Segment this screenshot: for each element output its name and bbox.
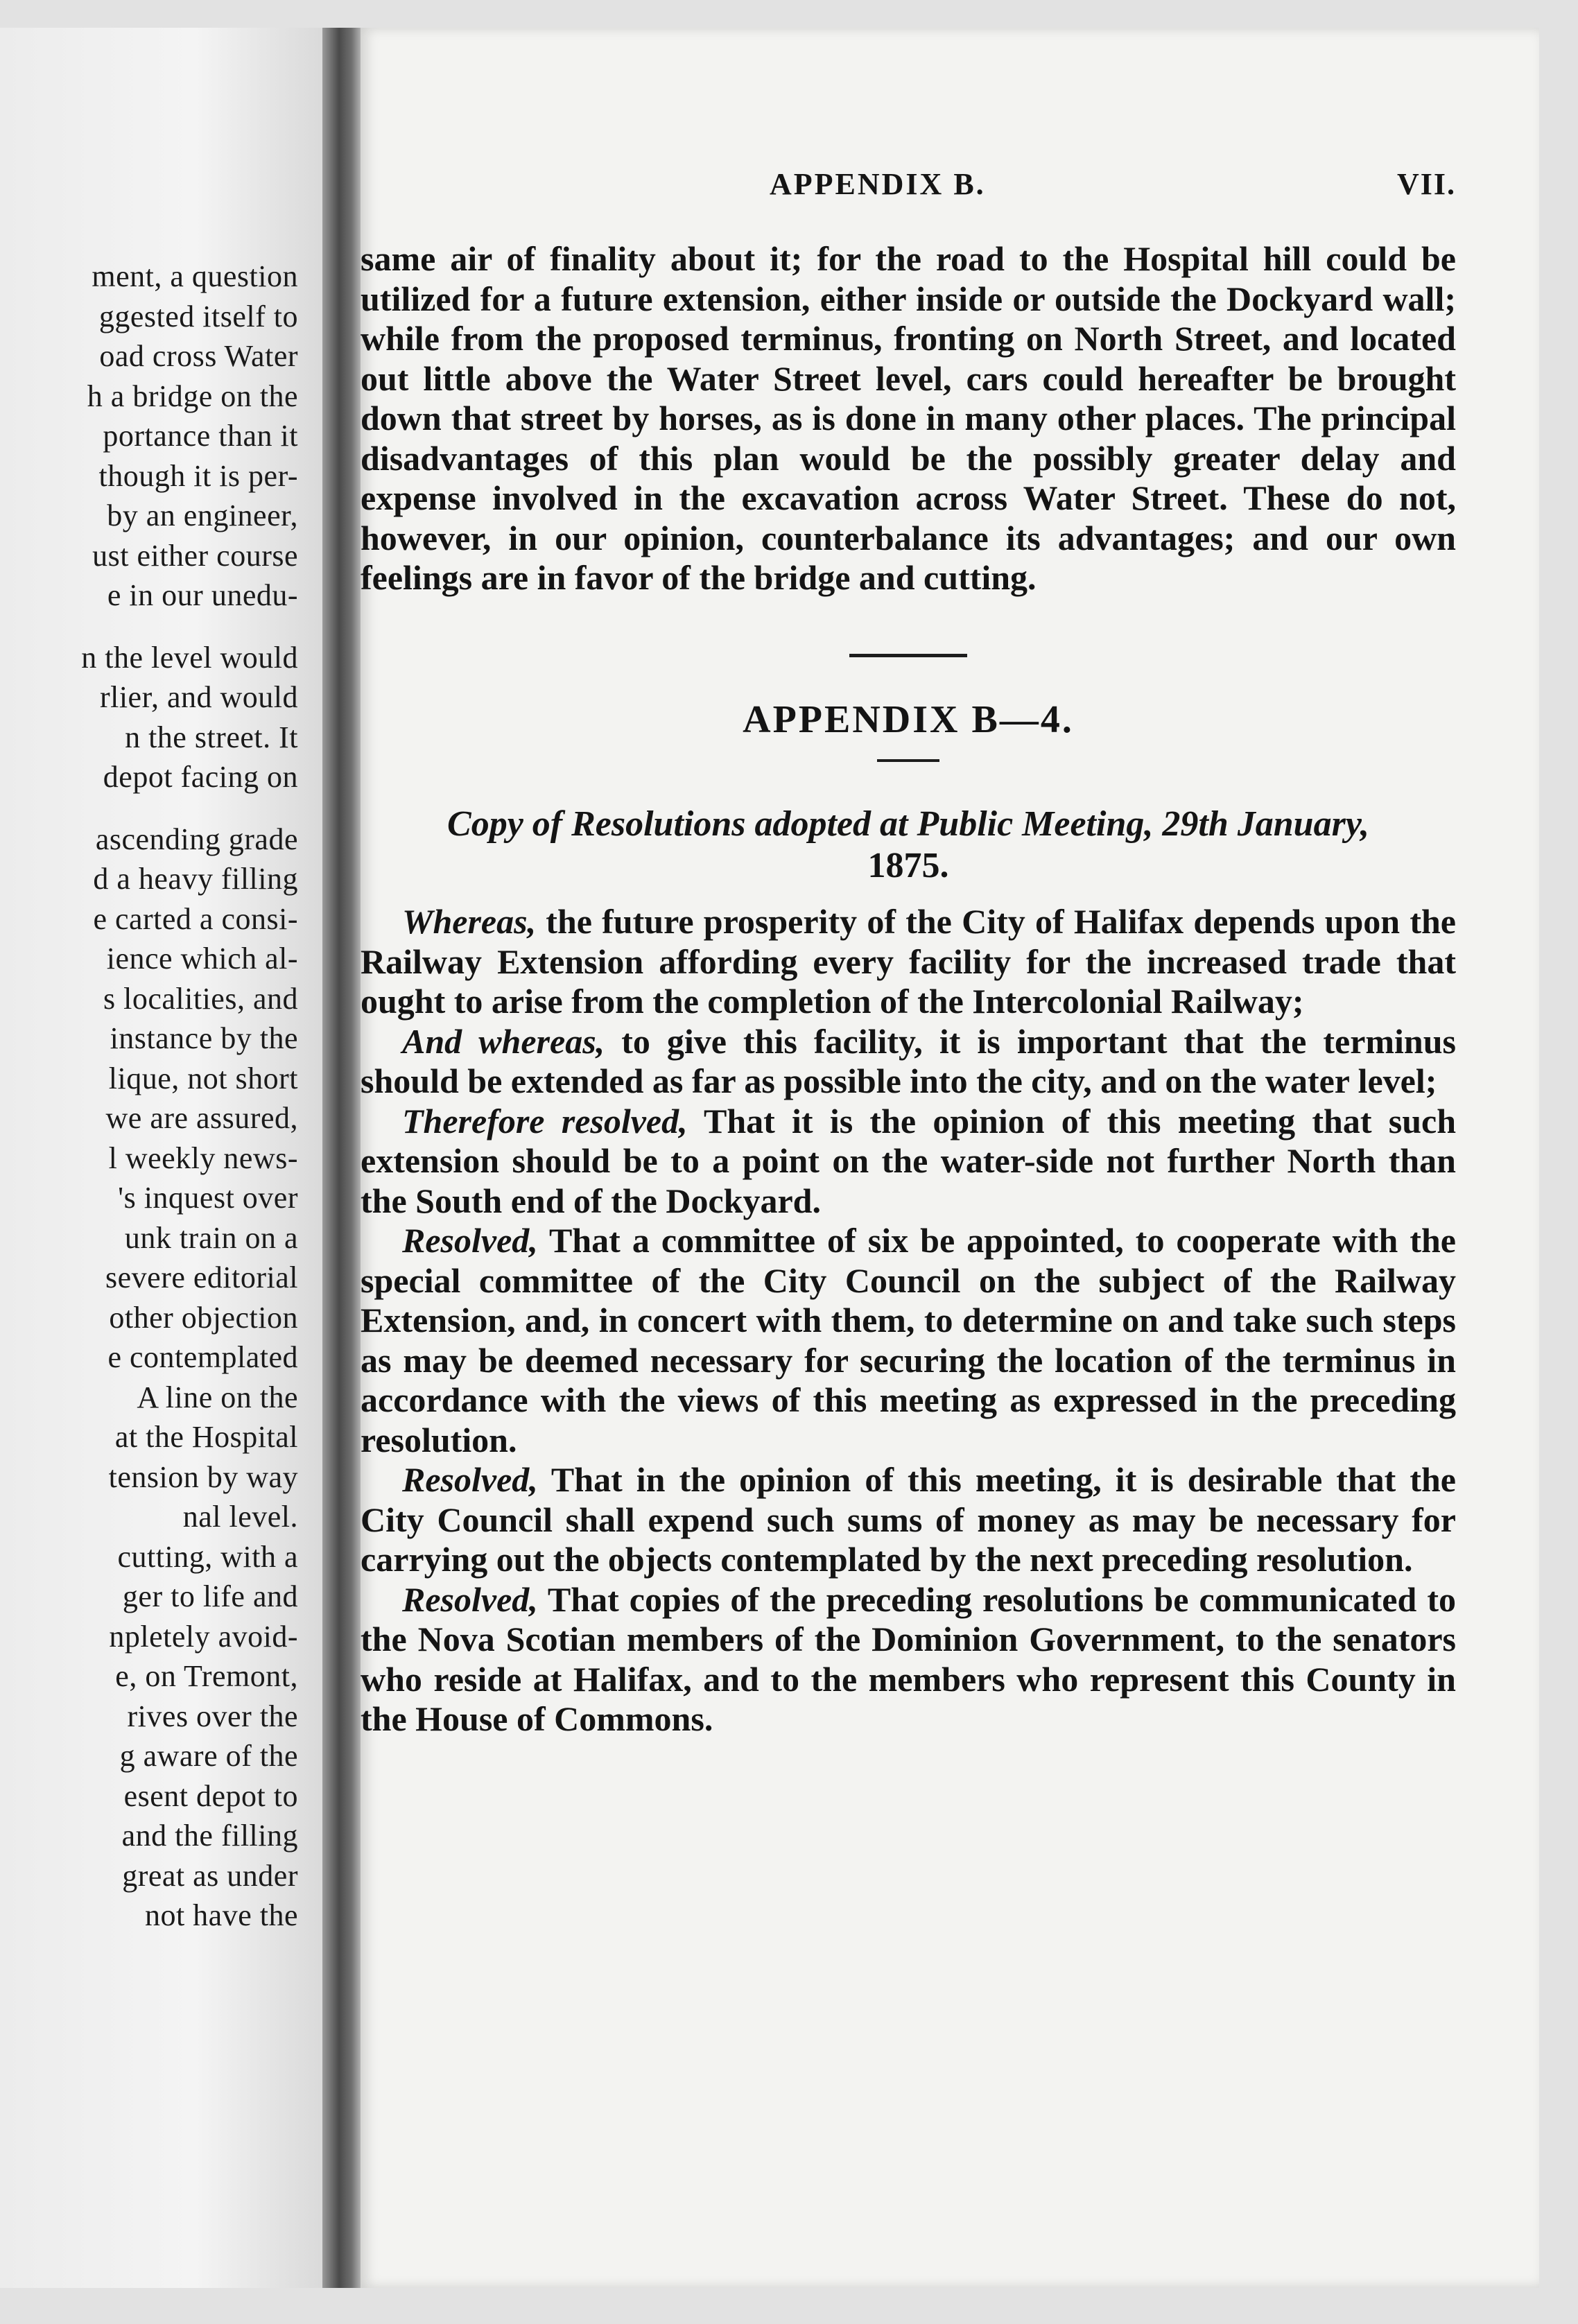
facing-page-line: ment, a question <box>92 259 298 293</box>
facing-page-line: ggested itself to <box>98 299 298 333</box>
facing-page-line: s localities, and <box>103 981 298 1016</box>
facing-page-line <box>0 797 298 820</box>
caption-text: Copy of Resolutions adopted at Public Meeting, 29th January, <box>447 804 1369 844</box>
facing-page-line: cutting, with a <box>117 1539 298 1574</box>
facing-page-line: ascending grade <box>95 822 298 856</box>
facing-page-line: tension by way <box>108 1459 298 1494</box>
resolution-paragraph <box>361 1022 1456 1102</box>
page-number: VII. <box>1396 167 1456 201</box>
page-body <box>361 239 1456 1740</box>
facing-page-line: oad cross Water <box>99 339 298 373</box>
resolution-text: to give this facility, it is important that the terminus should be extended as far as possible into the city, and on the water level; <box>361 1021 1457 1100</box>
facing-page-line: lique, not short <box>108 1061 298 1095</box>
facing-page-line: n the street. It <box>125 720 298 754</box>
resolutions-caption <box>361 804 1456 887</box>
book-gutter-shadow <box>322 28 364 2288</box>
resolution-paragraph <box>361 1580 1456 1740</box>
resolution-paragraph <box>361 902 1456 1022</box>
facing-page-line: 's inquest over <box>118 1181 298 1215</box>
facing-page-line: g aware of the <box>119 1739 298 1773</box>
resolution-lead: Whereas, <box>402 902 537 941</box>
facing-page-line: l weekly news- <box>108 1141 298 1175</box>
resolution-text: That copies of the preceding resolutions be communicated to the Nova Scotian members of the Dominion Government, to the senators who reside at Halifax, and to the members who represent this County in the House of Commons. <box>361 1579 1456 1738</box>
facing-page-line: e contemplated <box>107 1340 298 1374</box>
resolution-paragraph <box>361 1460 1456 1580</box>
facing-page-line: rlier, and would <box>99 680 298 714</box>
facing-page-line: portance than it <box>103 419 298 453</box>
facing-page-line: though it is per- <box>98 458 298 493</box>
resolutions-list <box>361 902 1456 1740</box>
resolution-paragraph <box>361 1221 1456 1460</box>
resolution-text: That in the opinion of this meeting, it is desirable that the City Council shall expend such sums of money as may be necessary for carrying out the objects contemplated by the next preceding resolution. <box>361 1460 1456 1579</box>
facing-page-line <box>0 616 298 638</box>
facing-page-line: e carted a consi- <box>93 901 298 936</box>
facing-page-line: d a heavy filling <box>93 862 298 896</box>
resolution-text: That it is the opinion of this meeting that such extension should be to a point on the water-side not further North than the South end of the Dockyard. <box>361 1101 1456 1220</box>
facing-page-line: by an engineer, <box>107 498 298 532</box>
appendix-title: APPENDIX B—4. <box>743 697 1074 741</box>
facing-page-line: depot facing on <box>103 760 298 794</box>
opening-paragraph: same air of finality about it; for the road to the Hospital hill could be utilized for a future extension, either inside or outside the Dockyard wall; while from the proposed terminus, fronting on North Street, and located out little above the Water Street level, cars could hereafter be brought down that street by horses, as is done in many other places. The principal disadvantages of this plan would be the possibly greater delay and expense involved in the excavation across Water Street. These do not, however, in our opinion, counterbalance its advantages; and our own feelings are in favor of the bridge and cutting. <box>361 239 1456 597</box>
resolution-text: the future prosperity of the City of Halifax depends upon the Railway Extension affording every facility for the increased trade that ought to arise from the completion of the Intercolonial Railway; <box>361 902 1456 1021</box>
page-appendix-b-vii <box>361 28 1539 2288</box>
facing-page-line: we are assured, <box>105 1101 298 1135</box>
facing-page-line: n the level would <box>81 640 298 675</box>
facing-page-line: e in our unedu- <box>107 578 298 612</box>
resolution-lead: Therefore resolved, <box>402 1101 688 1141</box>
page-header <box>361 166 1456 215</box>
facing-page-line: instance by the <box>110 1021 298 1055</box>
facing-page-text <box>0 257 298 1936</box>
facing-page-line: ience which al- <box>106 942 298 975</box>
facing-page-line: esent depot to <box>123 1778 298 1813</box>
resolution-lead: And whereas, <box>402 1021 605 1061</box>
facing-page-line: ger to life and <box>122 1579 298 1613</box>
facing-page-line: unk train on a <box>124 1220 298 1255</box>
running-head: APPENDIX B. <box>770 167 986 201</box>
resolution-lead: Resolved, <box>402 1579 538 1619</box>
facing-page-line: not have the <box>144 1898 298 1932</box>
facing-page-line: at the Hospital <box>114 1420 298 1454</box>
facing-page-line: ust either course <box>92 538 298 573</box>
resolution-paragraph <box>361 1102 1456 1222</box>
facing-page-line: nal level. <box>182 1500 298 1534</box>
facing-page-line: other objection <box>109 1300 298 1335</box>
facing-page-line: npletely avoid- <box>109 1619 298 1654</box>
section-divider <box>849 654 967 657</box>
resolution-text: That a committee of six be appointed, to cooperate with the special committee of the City Council on the subject of the Railway Extension, and, in concert with them, to determine on and take such steps as may be deemed necessary for securing the location of the terminus in accordance with the views of this meeting as expressed in the preceding resolution. <box>361 1221 1456 1459</box>
facing-page-line: A line on the <box>137 1380 298 1414</box>
facing-page-line: great as under <box>122 1858 298 1893</box>
facing-page-line: rives over the <box>127 1699 298 1733</box>
facing-page-line: and the filling <box>121 1819 298 1853</box>
facing-page-left <box>0 28 326 2288</box>
resolution-lead: Resolved, <box>402 1460 538 1499</box>
facing-page-line: severe editorial <box>105 1260 298 1294</box>
title-underline <box>877 759 939 762</box>
facing-page-line: h a bridge on the <box>87 379 298 413</box>
facing-page-line: e, on Tremont, <box>115 1659 298 1693</box>
caption-year: 1875. <box>867 846 949 885</box>
resolution-lead: Resolved, <box>402 1221 538 1260</box>
